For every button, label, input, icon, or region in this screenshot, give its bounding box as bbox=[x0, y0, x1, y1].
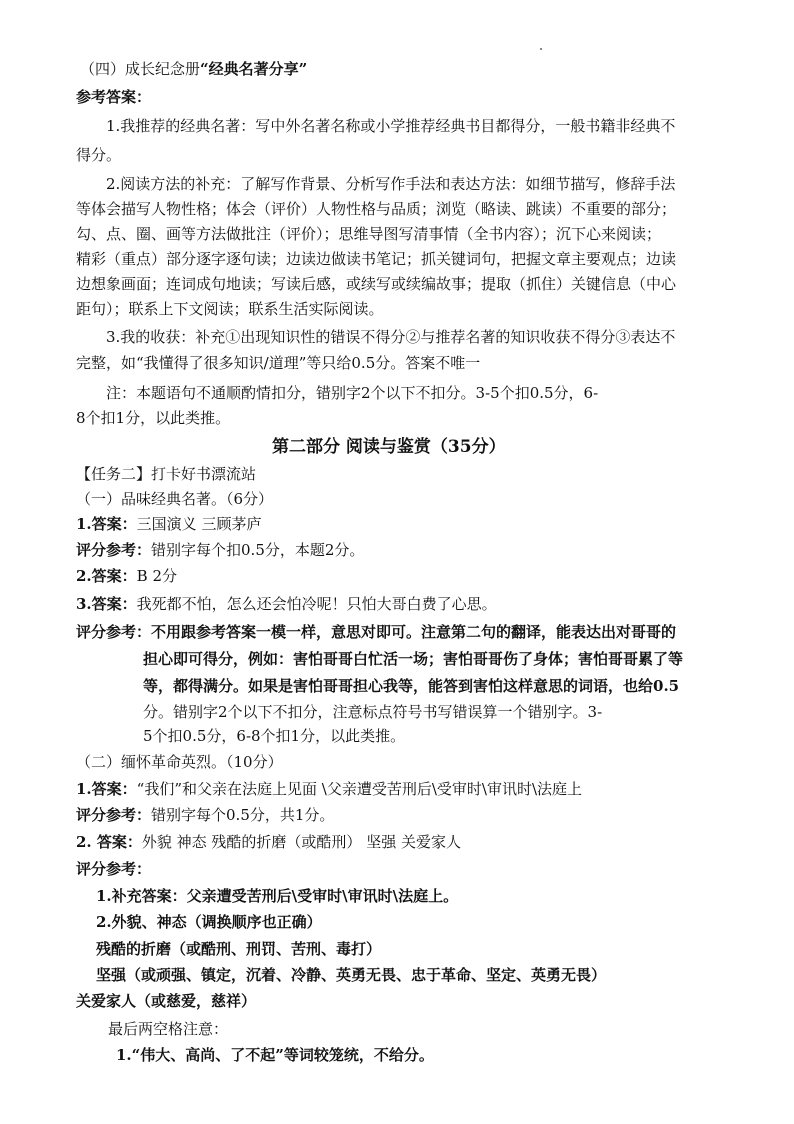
score-text: 等，都得满分。如果是害怕哥哥担心我等，能答到害怕这样意思的词语，也给0.5 bbox=[143, 677, 680, 695]
score-text: 分。错别字2个以下不扣分，注意标点符号书写错误算一个错别字。3- bbox=[143, 703, 603, 721]
score-text: 5个扣0.5分，6-8个扣1分，以此类推。 bbox=[143, 727, 406, 745]
scan-dot bbox=[540, 48, 542, 50]
sub-heading: （二）缅怀革命英烈。（10分） bbox=[76, 753, 283, 771]
paragraph-line: 边想象画面；连词成句地读；写读后感，或续写或续编故事；提取（抓住）关键信息（中心 bbox=[76, 275, 677, 293]
section-heading bbox=[80, 56, 307, 82]
answer-text: B 2分 bbox=[136, 567, 178, 585]
answer-line bbox=[76, 829, 461, 855]
answer-text: 外貌 神态 残酷的折磨（或酷刑） 坚强 关爱家人 bbox=[141, 833, 461, 851]
score-detail-line: 1.“伟大、高尚、了不起”等词较笼统，不给分。 bbox=[116, 1046, 434, 1064]
answer-label: 2. 答案： bbox=[76, 833, 142, 851]
score-detail-line: 2.外貌、神态（调换顺序也正确） bbox=[96, 913, 322, 931]
answer-label: 1.答案： bbox=[76, 515, 137, 533]
answer-label: 参考答案： bbox=[76, 88, 152, 106]
section-heading-quote: “经典名著分享” bbox=[200, 60, 308, 78]
answer-line bbox=[76, 776, 582, 802]
paragraph-line: 1.我推荐的经典名著：写中外名著名称或小学推荐经典书目都得分，一般书籍非经典不 bbox=[106, 117, 676, 135]
answer-text: 三国演义 三顾茅庐 bbox=[136, 515, 262, 533]
note-line: 8个扣1分，以此类推。 bbox=[76, 409, 231, 427]
score-line bbox=[76, 537, 364, 563]
score-detail-line: 坚强（或顽强、镇定，沉着、冷静、英勇无畏、忠于革命、坚定、英勇无畏） bbox=[96, 966, 607, 984]
paragraph-line: 距句）；联系上下文阅读；联系生活实际阅读。 bbox=[76, 300, 384, 318]
answer-line bbox=[76, 563, 177, 589]
paragraph-line: 精彩（重点）部分逐字逐句读；边读边做读书笔记；抓关键词句，把握文章主要观点；边读 bbox=[76, 250, 677, 268]
score-text: 担心即可得分，例如：害怕哥哥白忙活一场；害怕哥哥伤了身体；害怕哥哥累了等 bbox=[143, 650, 684, 668]
score-line bbox=[76, 619, 676, 645]
paragraph-line: 勾、点、圈、画等方法做批注（评价）；思维导图写清事情（全书内容）；沉下心来阅读； bbox=[76, 225, 662, 243]
paragraph-line: 等体会描写人物性格；体会（评价）人物性格与品质；浏览（略读、跳读）不重要的部分； bbox=[76, 200, 677, 218]
score-text: 错别字每个扣0.5分，本题2分。 bbox=[151, 541, 365, 559]
score-label: 评分参考： bbox=[76, 860, 152, 878]
answer-line bbox=[76, 511, 261, 537]
paragraph-line: 3.我的收获：补充①出现知识性的错误不得分②与推荐名著的知识收获不得分③表达不 bbox=[106, 328, 676, 346]
sub-heading: （一）品味经典名著。（6分） bbox=[76, 490, 274, 508]
paragraph-line: 完整，如“我懂得了很多知识/道理”等只给0.5分。答案不唯一 bbox=[76, 354, 481, 372]
score-detail-line: 关爱家人（或慈爱，慈祥） bbox=[76, 992, 257, 1010]
score-text: 错别字每个0.5分，共1分。 bbox=[151, 806, 335, 824]
answer-label: 2.答案： bbox=[76, 567, 137, 585]
answer-text: “我们”和父亲在法庭上见面 \父亲遭受苦刑后\受审时\审讯时\法庭上 bbox=[136, 780, 582, 798]
answer-label: 1.答案： bbox=[76, 780, 137, 798]
section-heading-text: （四）成长纪念册 bbox=[80, 60, 201, 78]
score-line bbox=[76, 802, 334, 828]
score-detail-line: 最后两空格注意： bbox=[108, 1020, 229, 1038]
score-text: 不用跟参考答案一模一样，意思对即可。注意第二句的翻译，能表达出对哥哥的 bbox=[151, 623, 677, 641]
note-line: 注：本题语句不通顺酌情扣分，错别字2个以下不扣分。3-5个扣0.5分，6- bbox=[106, 384, 599, 402]
score-detail-line: 残酷的折磨（或酷刑、刑罚、苦刑、毒打） bbox=[96, 940, 382, 958]
paragraph-line: 得分。 bbox=[76, 146, 122, 164]
task-heading: 【任务二】打卡好书漂流站 bbox=[76, 465, 257, 483]
score-label: 评分参考： bbox=[76, 623, 152, 641]
answer-label: 3.答案： bbox=[76, 595, 137, 613]
score-label: 评分参考： bbox=[76, 541, 152, 559]
part-title: 第二部分 阅读与鉴赏（35分） bbox=[272, 437, 506, 457]
answer-line bbox=[76, 591, 497, 617]
score-detail-line: 1.补充答案：父亲遭受苦刑后\受审时\审讯时\法庭上。 bbox=[96, 887, 459, 905]
paragraph-line: 2.阅读方法的补充：了解写作背景、分析写作手法和表达方法：如细节描写，修辞手法 bbox=[106, 175, 676, 193]
answer-text: 我死都不怕，怎么还会怕冷呢！只怕大哥白费了心思。 bbox=[136, 595, 497, 613]
score-label: 评分参考： bbox=[76, 806, 152, 824]
